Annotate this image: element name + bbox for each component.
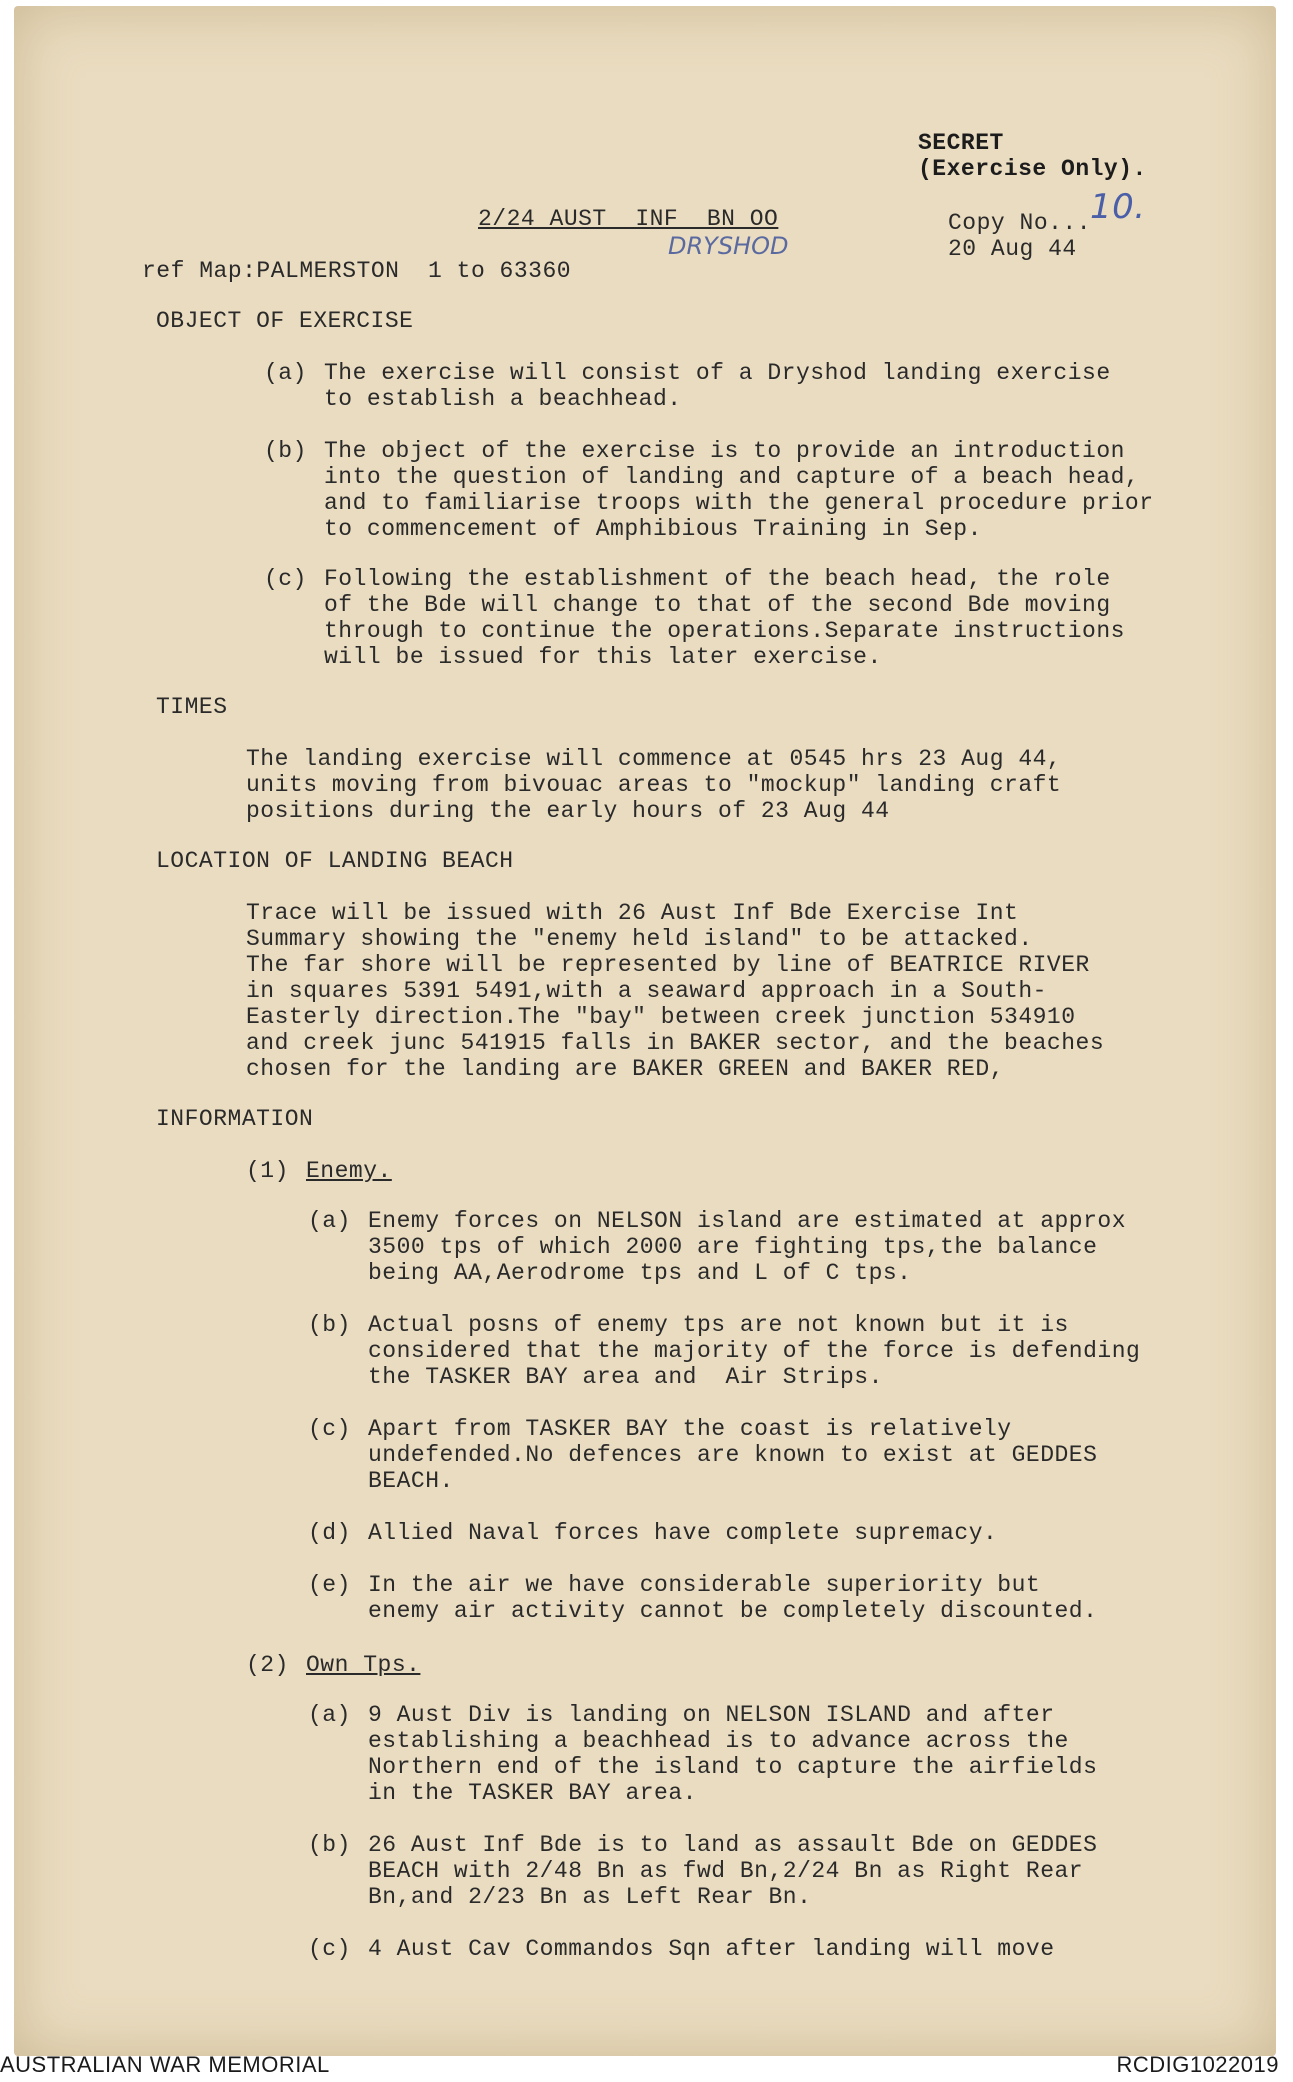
enemy-c-label: (c)	[308, 1416, 351, 1442]
object-c-text: Following the establishment of the beach head, the role of the Bde will change to that of the second Bde moving through to continue the operations.Separate instructions will be issued for this later exercise.	[324, 566, 1125, 670]
date: 20 Aug 44	[948, 236, 1077, 262]
enemy-d-text: Allied Naval forces have complete supremacy.	[368, 1520, 998, 1546]
own-a-text: 9 Aust Div is landing on NELSON ISLAND and after establishing a beachhead is to advance across the Northern end of the island to capture the airfields in the TASKER BAY area.	[368, 1702, 1098, 1806]
classification-note: (Exercise Only).	[918, 156, 1147, 182]
footer-source: AUSTRALIAN WAR MEMORIAL	[0, 2052, 330, 2077]
copy-number: 10.	[1090, 187, 1146, 227]
title-annotation: DRYSHOD	[668, 232, 789, 260]
enemy-a-label: (a)	[308, 1208, 351, 1234]
enemy-e-text: In the air we have considerable superiority but enemy air activity cannot be completely discounted.	[368, 1572, 1098, 1624]
footer-id: RCDIG1022019	[1116, 2052, 1279, 2077]
location-heading: LOCATION OF LANDING BEACH	[156, 848, 514, 874]
information-heading: INFORMATION	[156, 1106, 314, 1132]
own-c-text: 4 Aust Cav Commandos Sqn after landing will move	[368, 1936, 1055, 1962]
enemy-d-label: (d)	[308, 1520, 351, 1546]
ref-map: ref Map:PALMERSTON 1 to 63360	[142, 258, 572, 284]
object-a-text: The exercise will consist of a Dryshod landing exercise to establish a beachhead.	[324, 360, 1111, 412]
enemy-e-label: (e)	[308, 1572, 351, 1598]
own-b-label: (b)	[308, 1832, 351, 1858]
location-text: Trace will be issued with 26 Aust Inf Bde Exercise Int Summary showing the "enemy held island" to be attacked. The far shore will be represented by line of BEATRICE RIVER in squares 5391 5491,with a seaward approach in a South- Easterly direction.The "bay" between creek junction 534910 and creek junc 541915 falls in BAKER sector, and the beaches chosen for the landing are BAKER GREEN and BAKER RED,	[246, 900, 1105, 1082]
own-b-text: 26 Aust Inf Bde is to land as assault Bde on GEDDES BEACH with 2/48 Bn as fwd Bn,2/24 Bn as Right Rear Bn,and 2/23 Bn as Left Rear Bn.	[368, 1832, 1098, 1910]
enemy-b-label: (b)	[308, 1312, 351, 1338]
enemy-c-text: Apart from TASKER BAY the coast is relatively undefended.No defences are known to exist at GEDDES BEACH.	[368, 1416, 1098, 1494]
enemy-a-text: Enemy forces on NELSON island are estimated at approx 3500 tps of which 2000 are fighting tps,the balance being AA,Aerodrome tps and L of C tps.	[368, 1208, 1127, 1286]
object-b-text: The object of the exercise is to provide an introduction into the question of landing and capture of a beach head, and to familiarise troops with the general procedure prior to commencement of Amphibious Training in Sep.	[324, 438, 1154, 542]
times-text: The landing exercise will commence at 0545 hrs 23 Aug 44, units moving from bivouac areas to "mockup" landing craft positions during the early hours of 23 Aug 44	[246, 746, 1062, 824]
object-a-label: (a)	[264, 360, 307, 386]
enemy-title: Enemy.	[306, 1158, 392, 1184]
own-c-label: (c)	[308, 1936, 351, 1962]
object-heading: OBJECT OF EXERCISE	[156, 308, 414, 334]
order-title: 2/24 AUST INF BN OO	[478, 206, 779, 232]
times-heading: TIMES	[156, 694, 228, 720]
object-b-label: (b)	[264, 438, 307, 464]
own-number: (2)	[246, 1652, 289, 1678]
own-a-label: (a)	[308, 1702, 351, 1728]
classification-label: SECRET	[918, 130, 1004, 156]
copy-label: Copy No...	[948, 210, 1092, 236]
object-c-label: (c)	[264, 566, 307, 592]
own-title: Own Tps.	[306, 1652, 421, 1678]
enemy-b-text: Actual posns of enemy tps are not known but it is considered that the majority of the force is defending the TASKER BAY area and Air Strips.	[368, 1312, 1141, 1390]
enemy-number: (1)	[246, 1158, 289, 1184]
